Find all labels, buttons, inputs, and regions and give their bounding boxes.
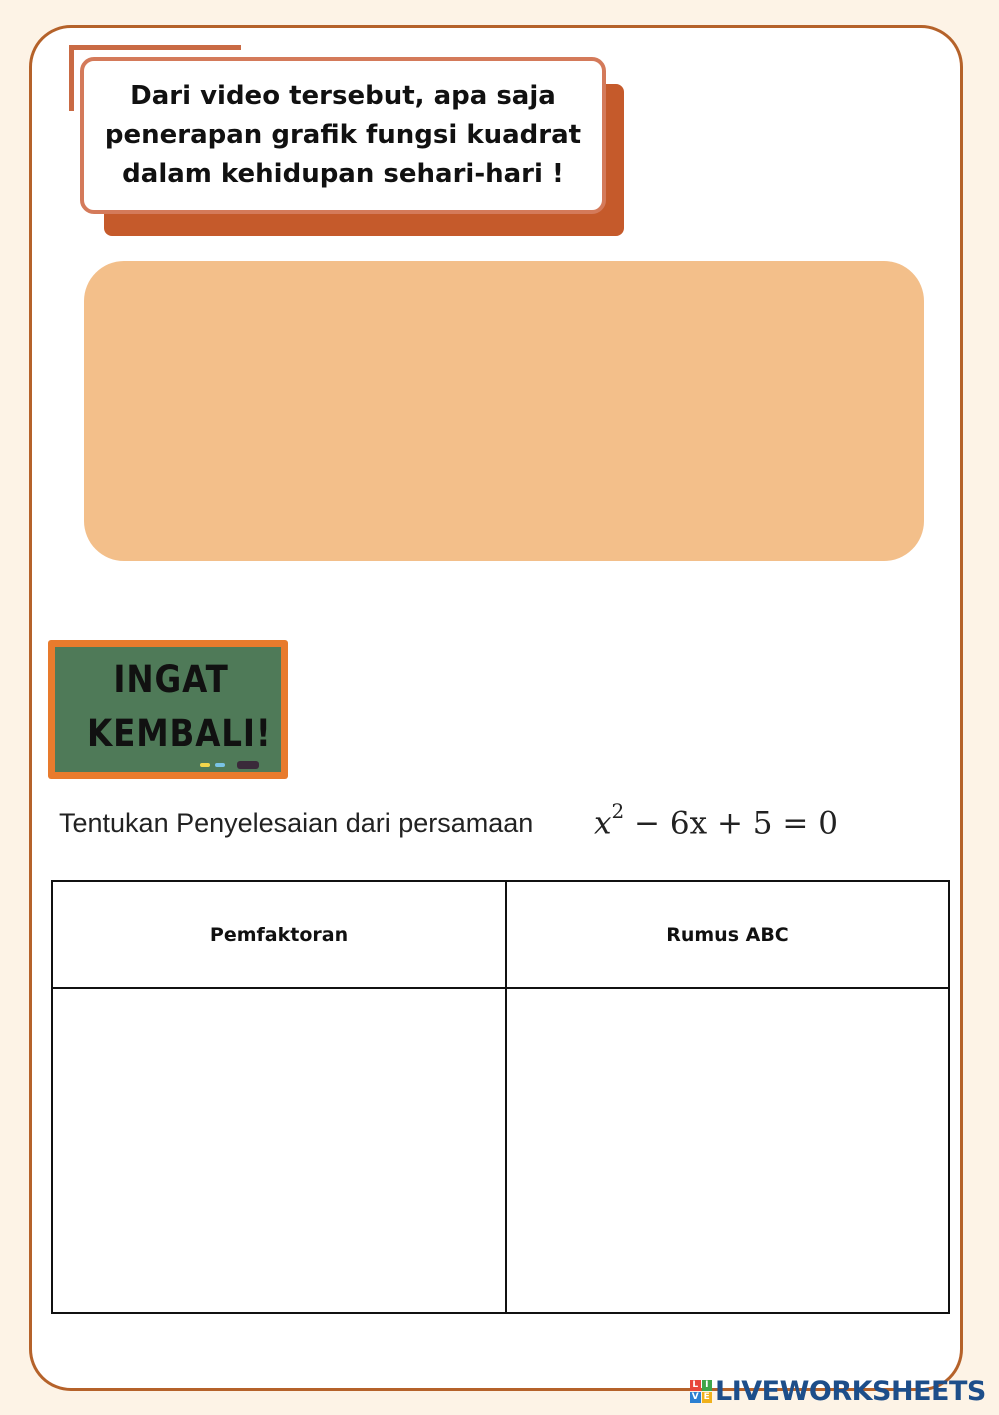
chalkboard-surface: [55, 647, 281, 772]
board-title-line-1: INGAT: [113, 658, 229, 701]
question-decoration-vertical: [69, 45, 74, 111]
question-box: [80, 57, 606, 214]
question-text: [105, 77, 581, 194]
instruction-text: Tentukan Penyelesaian dari persamaan: [59, 808, 534, 838]
equation-variable: x: [594, 805, 612, 842]
question-line-2: penerapan grafik fungsi kuadrat: [104, 120, 582, 150]
board-title-line-2: KEMBALI!: [87, 712, 272, 755]
equation-exponent: 2: [611, 799, 625, 823]
header-rumus-abc: Rumus ABC: [506, 881, 949, 988]
answer-input-area[interactable]: [84, 261, 924, 561]
liveworksheets-logo: [690, 1374, 986, 1408]
table-answer-row: [52, 988, 949, 1313]
quadratic-equation: [594, 799, 838, 842]
question-line-1: Dari video tersebut, apa saja: [130, 81, 556, 111]
answer-cell-rumus-abc[interactable]: [506, 988, 949, 1313]
question-decoration-horizontal: [69, 45, 241, 50]
liveworksheets-text: LIVEWORKSHEETS: [715, 1375, 986, 1407]
liveworksheets-icon: L I V E: [690, 1380, 712, 1402]
chalkboard: [48, 640, 288, 779]
header-pemfaktoran: Pemfaktoran: [52, 881, 506, 988]
table-header-row: [52, 881, 949, 988]
question-line-3: dalam kehidupan sehari-hari !: [122, 159, 564, 189]
equation-remainder: − 6x + 5 = 0: [624, 805, 838, 842]
answer-cell-pemfaktoran[interactable]: [52, 988, 506, 1313]
chalk-yellow-icon: [200, 763, 210, 767]
chalk-blue-icon: [215, 763, 225, 767]
eraser-icon: [237, 761, 259, 769]
solution-table: [51, 880, 950, 1314]
